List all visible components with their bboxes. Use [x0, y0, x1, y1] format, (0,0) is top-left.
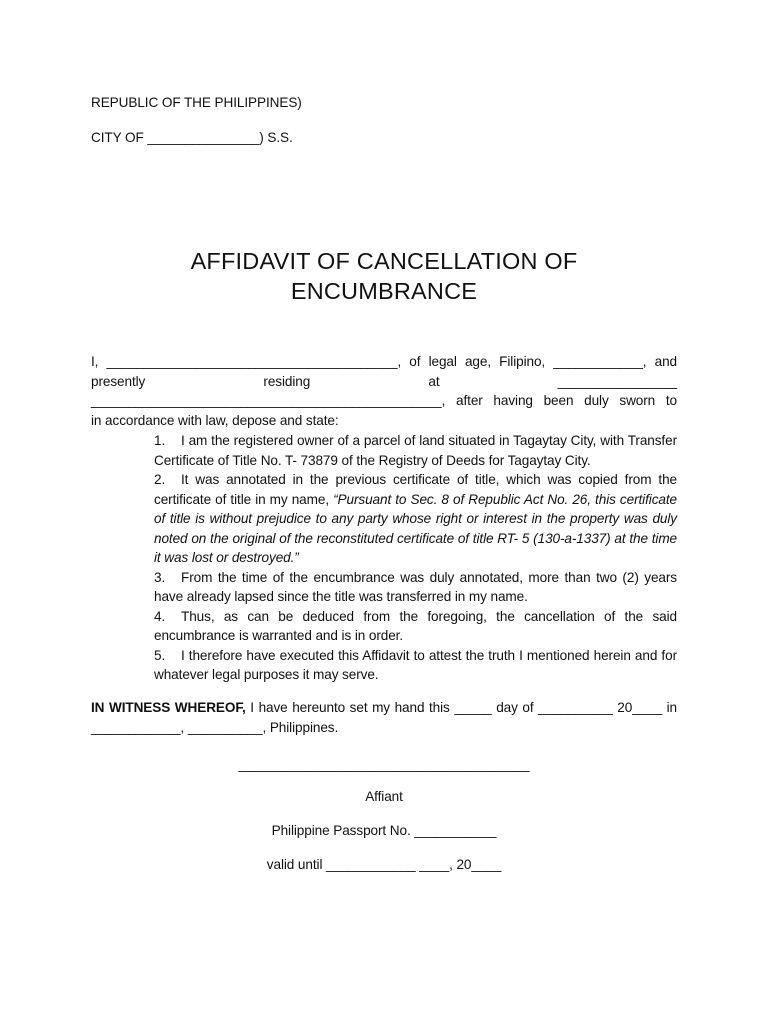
numbered-statements — [154, 431, 677, 685]
item-text: I am the registered owner of a parcel of land situated in Tagaytay City, with Transfer Certificate of Title No. T- 73879 of the Registry of Deeds for Tagaytay City. — [154, 433, 677, 468]
item-number: 1. — [154, 433, 166, 448]
intro-line-4: in accordance with law, depose and state: — [91, 412, 339, 428]
list-item — [154, 607, 677, 646]
intro-word-presently: presently — [91, 373, 146, 389]
item-number: 3. — [154, 569, 166, 585]
intro-address-blank: at ________________ — [428, 373, 677, 389]
witness-clause — [91, 698, 677, 737]
item-text: It was annotated in the previous certificate of title, which was copied from the certificate of title in my name, — [154, 472, 677, 507]
valid-until-field: valid until ____________ ____, 20____ — [266, 857, 502, 872]
intro-line-2 — [91, 372, 677, 392]
signature-line: _______________________________________ — [238, 757, 530, 772]
title-line-2: ENCUMBRANCE — [290, 278, 478, 304]
witness-heading: IN WITNESS WHEREOF, — [91, 700, 246, 715]
passport-number-field: Philippine Passport No. ___________ — [271, 823, 497, 838]
intro-line-3: _______________________________________________, after having been duly sworn to — [91, 393, 677, 408]
intro-word-residing: residing — [263, 373, 311, 389]
item-text: Thus, as can be deduced from the foregoing, the cancellation of the said encumbrance is warranted and is in order. — [154, 608, 677, 643]
list-item — [154, 646, 677, 685]
list-item — [154, 470, 677, 568]
intro-line-1: I, _______________________________________, of legal age, Filipino, ____________, and — [91, 354, 677, 369]
item-quote: “Pursuant to Sec. 8 of Republic Act No. 26, this certificate of title is without prejudice to any party whose right or interest in the property was duly noted on the original of the reconstituted certificate of title RT- 5 (130-a-1337) at the time it was lost or destroyed.” — [154, 491, 677, 565]
item-text: From the time of the encumbrance was duly annotated, more than two (2) years have already lapsed since the title was transferred in my name. — [154, 569, 677, 604]
witness-line-1 — [91, 698, 677, 718]
list-item — [154, 431, 677, 470]
jurisdiction-city: CITY OF _______________) S.S. — [91, 130, 293, 145]
intro-paragraph — [91, 352, 677, 430]
item-number: 4. — [154, 608, 166, 624]
list-item — [154, 568, 677, 607]
document-title — [0, 246, 768, 306]
item-number: 5. — [154, 647, 166, 663]
jurisdiction-republic: REPUBLIC OF THE PHILIPPINES) — [91, 95, 302, 110]
item-text: I therefore have executed this Affidavit to attest the truth I mentioned herein and for whatever legal purposes it may serve. — [154, 647, 677, 682]
witness-text: I have hereunto set my hand this _____ day of __________ 20____ in — [245, 700, 677, 715]
item-number: 2. — [154, 472, 166, 487]
title-line-1: AFFIDAVIT OF CANCELLATION OF — [190, 248, 578, 274]
affiant-label: Affiant — [365, 789, 403, 804]
witness-line-2: ____________, __________, Philippines. — [91, 719, 339, 735]
